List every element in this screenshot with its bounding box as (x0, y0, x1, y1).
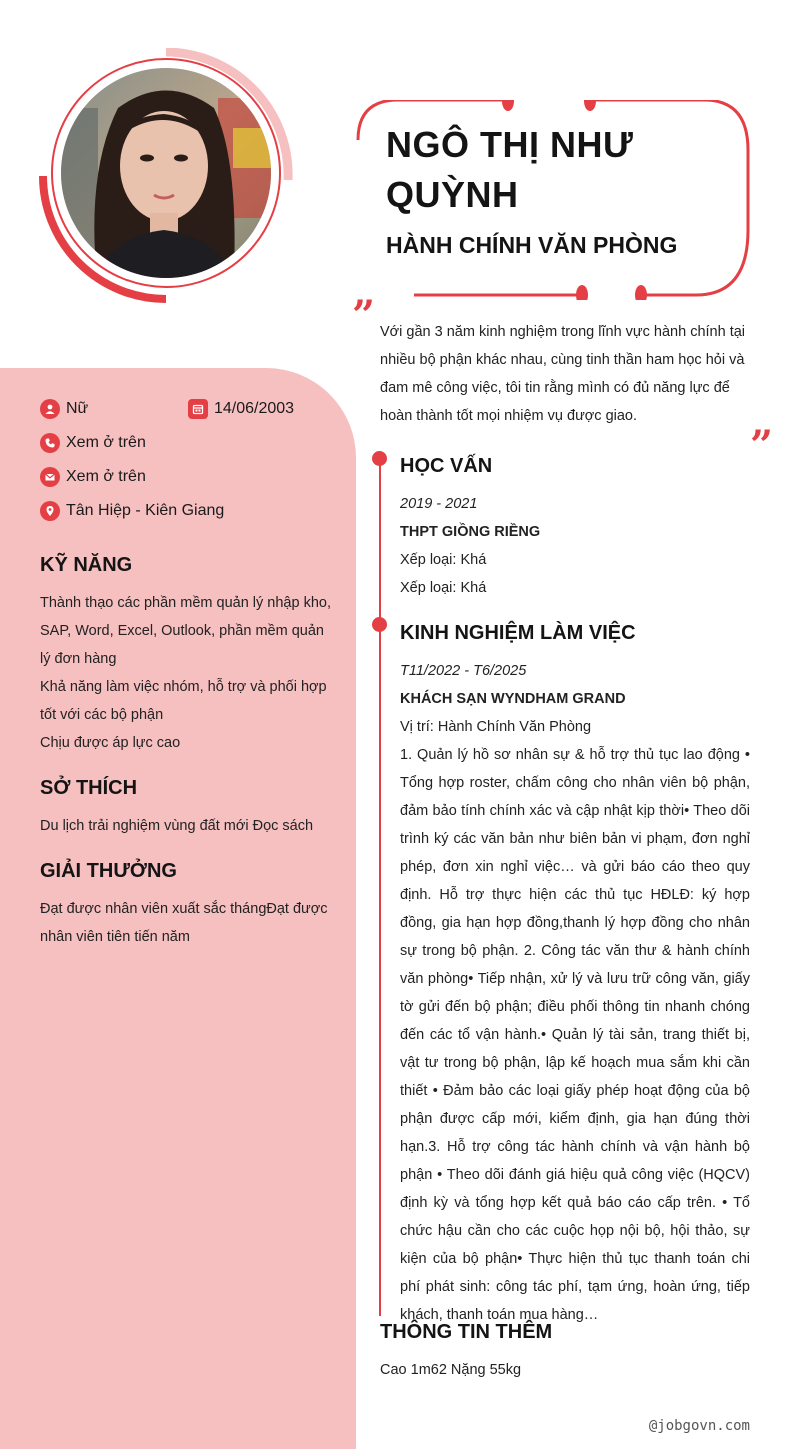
contact-email (40, 467, 146, 487)
timeline-line (379, 458, 381, 1316)
education-block (400, 490, 750, 602)
footer-watermark: @jobgovn.com (648, 1418, 750, 1434)
birthday-value: 14/06/2003 (214, 400, 295, 417)
extra-text: Cao 1m62 Nặng 55kg (380, 1362, 522, 1378)
contact-birthday (188, 399, 294, 419)
email-value: Xem ở trên (66, 468, 146, 485)
hobbies-text: Du lịch trải nghiệm vùng đất mới Đọc sách (40, 818, 314, 834)
candidate-name: NGÔ THỊ NHƯ QUỲNH (386, 124, 634, 215)
education-line: Xếp loại: Khá (400, 580, 487, 596)
mail-icon (40, 467, 60, 487)
profile-photo (38, 48, 294, 304)
education-school: THPT GIỒNG RIỀNG (400, 524, 541, 540)
extra-title: THÔNG TIN THÊM (380, 1321, 553, 1343)
hobbies-title: SỞ THÍCH (40, 777, 138, 799)
awards-title: GIẢI THƯỞNG (40, 860, 177, 882)
calendar-icon (188, 399, 208, 419)
skills-list (40, 589, 335, 757)
location-icon (40, 501, 60, 521)
address-value: Tân Hiệp - Kiên Giang (66, 502, 225, 519)
skill-item: Khả năng làm việc nhóm, hỗ trợ và phối hợp tốt với các bộ phận (40, 679, 327, 723)
phone-icon (40, 433, 60, 453)
photo-rings (38, 48, 294, 304)
contact-address (40, 501, 224, 521)
timeline-dot-education (372, 451, 387, 466)
experience-position: Vị trí: Hành Chính Văn Phòng (400, 719, 592, 735)
experience-description: 1. Quản lý hồ sơ nhân sự & hỗ trợ thủ tục lao động • Tổng hợp roster, chấm công cho nhân viên bộ phận, đảm bảo tính chính xác và cập nhật kịp thời• Theo dõi trình ký các văn bản như biên bản vi phạm, đơn nghỉ phép, đơn xin nghỉ việc… và gửi báo cáo theo quy định. Hỗ trợ thực hiện các thủ tục HĐLĐ: ký hợp đồng, gia hạn hợp đồng,thanh lý hợp đồng cho nhân sự trong bộ phận. 2. Công tác văn thư & hành chính văn phòng• Tiếp nhận, xử lý và lưu trữ công văn, giấy tờ gửi đến bộ phận; điều phối thông tin nhanh chóng đến các tổ vận hành.• Quản lý tài sản, trang thiết bị, vật tư trong bộ phận, lập kế hoạch mua sắm khi cần thiết • Đảm bảo các loại giấy phép hoạt động của bộ phận được cấp mới, kiểm định, gia hạn đúng thời hạn.3. Hỗ trợ công tác hành chính và vận hành bộ phận • Theo dõi đánh giá hiệu quả công việc (HQCV) định kỳ và tổng hợp kết quả báo cáo cấp trên. • Tổ chức hậu cần cho các cuộc họp nội bộ, hội thảo, sự kiện của bộ phận• Thực hiện thủ tục thanh toán chi phí phát sinh: công tác phí, tạm ứng, hoàn ứng, tiếp khách, thanh toán mua hàng… (400, 747, 750, 1323)
skill-item: Thành thạo các phần mềm quản lý nhập kho, SAP, Word, Excel, Outlook, phần mềm quản lý đơn hàng (40, 595, 331, 667)
experience-period: T11/2022 - T6/2025 (400, 663, 527, 679)
education-line: Xếp loại: Khá (400, 552, 487, 568)
education-period: 2019 - 2021 (400, 496, 478, 512)
contact-gender (40, 399, 88, 419)
contact-phone (40, 433, 146, 453)
phone-value: Xem ở trên (66, 434, 146, 451)
quote-close-icon: ” (750, 422, 774, 469)
skill-item: Chịu được áp lực cao (40, 735, 181, 751)
gender-value: Nữ (66, 400, 89, 417)
awards-text: Đạt được nhân viên xuất sắc thángĐạt được nhân viên tiên tiến năm (40, 901, 328, 945)
job-title: HÀNH CHÍNH VĂN PHÒNG (386, 232, 678, 258)
skills-title: KỸ NĂNG (40, 554, 133, 576)
summary-text: Với gần 3 năm kinh nghiệm trong lĩnh vực hành chính tại nhiều bộ phận khác nhau, cùng tinh thần ham học hỏi và đam mê công việc, tôi tin rằng mình có đủ năng lực để hoàn thành tốt mọi nhiệm vụ được giao. (380, 324, 746, 424)
education-title: HỌC VẤN (400, 455, 493, 477)
quote-open-icon: ” (352, 292, 376, 339)
experience-company: KHÁCH SẠN WYNDHAM GRAND (400, 691, 626, 707)
experience-block (400, 657, 750, 1329)
name-box (356, 100, 756, 298)
user-icon (40, 399, 60, 419)
experience-title: KINH NGHIỆM LÀM VIỆC (400, 622, 636, 644)
timeline-dot-experience (372, 617, 387, 632)
